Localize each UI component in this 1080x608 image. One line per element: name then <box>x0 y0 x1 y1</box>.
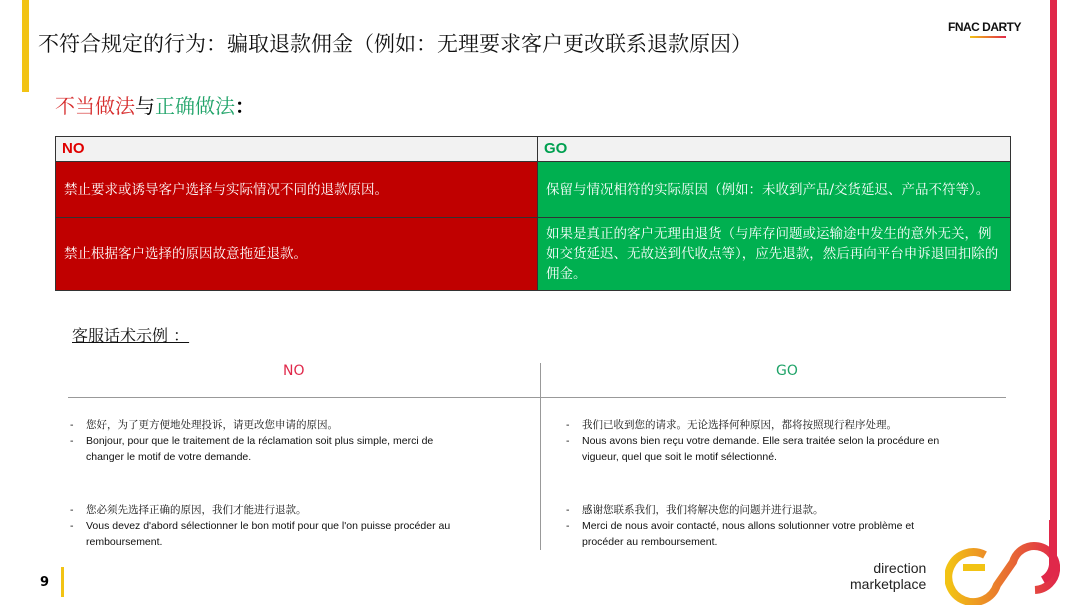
subtitle-good: 正确做法 <box>155 94 235 118</box>
list-item: - 您好，为了更方便地处理投诉，请更改您申请的原因。 <box>70 417 470 433</box>
accent-bar-yellow <box>22 0 29 92</box>
examples-no-list <box>70 417 470 550</box>
table-row <box>56 218 1011 291</box>
list-item: - 我们已收到您的请求。无论选择何种原因，都将按照现行程序处理。 <box>566 417 956 433</box>
no-go-table <box>55 136 1011 291</box>
cell-no: 禁止要求或诱导客户选择与实际情况不同的退款原因。 <box>56 162 538 218</box>
examples-no-label: NO <box>283 363 305 379</box>
footer-logo-text <box>850 560 926 592</box>
divider-vertical <box>540 363 541 550</box>
cell-no: 禁止根据客户选择的原因故意拖延退款。 <box>56 218 538 291</box>
section-subtitle <box>55 90 255 119</box>
direction-marketplace-logo-icon <box>945 520 1060 605</box>
subtitle-bad: 不当做法 <box>55 94 135 118</box>
table-row <box>56 162 1011 218</box>
list-item: - Merci de nous avoir contacté, nous allons solutionner votre problème et procéder au remboursement. <box>566 518 956 550</box>
brand-logo: FNAC DARTY <box>948 20 1021 34</box>
examples-go-list <box>566 417 956 550</box>
table-header-row <box>56 137 1011 162</box>
examples-title: 客服话术示例 ： <box>72 326 190 345</box>
accent-bar-red <box>1050 0 1057 530</box>
subtitle-and: 与 <box>135 94 155 118</box>
list-item: - Bonjour, pour que le traitement de la réclamation soit plus simple, merci de changer le motif de votre demande. <box>70 433 470 465</box>
divider-horizontal <box>68 397 1006 398</box>
header-no: NO <box>56 137 538 162</box>
list-item: - 您必须先选择正确的原因，我们才能进行退款。 <box>70 502 470 518</box>
page-number-bar <box>61 567 64 597</box>
subtitle-colon: ： <box>235 94 255 118</box>
logo-line2: marketplace <box>850 576 927 592</box>
logo-line1: direction <box>873 560 927 576</box>
page-title: 不符合规定的行为：骗取退款佣金（例如：无理要求客户更改联系退款原因） <box>38 32 752 56</box>
brand-underline <box>970 36 1006 38</box>
cell-go: 如果是真正的客户无理由退货（与库存问题或运输途中发生的意外无关，例如交货延迟、无故送到代收点等），应先退款，然后再向平台申诉退回扣除的佣金。 <box>538 218 1011 291</box>
list-item: - Nous avons bien reçu votre demande. Elle sera traitée selon la procédure en vigueur, quel que soit le motif sélectionné. <box>566 433 956 465</box>
examples-go-label: GO <box>776 363 798 379</box>
list-item: - Vous devez d'abord sélectionner le bon motif pour que l'on puisse procéder au remboursement. <box>70 518 470 550</box>
header-go: GO <box>538 137 1011 162</box>
cell-go: 保留与情况相符的实际原因（例如：未收到产品/交货延迟、产品不符等）。 <box>538 162 1011 218</box>
page-number: 9 <box>40 575 50 590</box>
list-item: - 感谢您联系我们，我们将解决您的问题并进行退款。 <box>566 502 956 518</box>
